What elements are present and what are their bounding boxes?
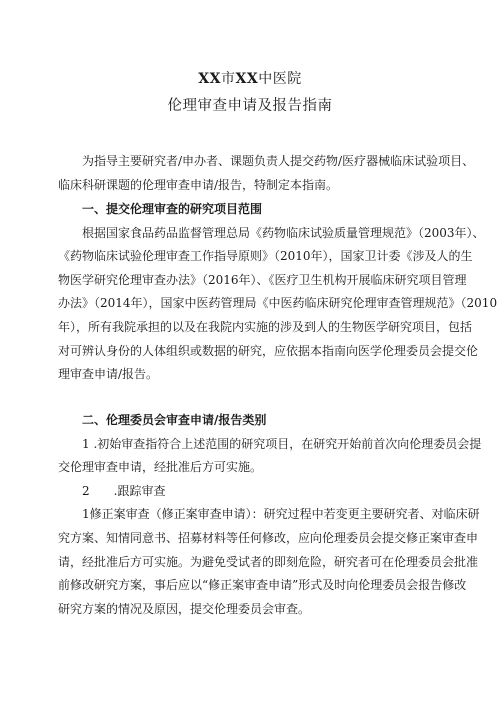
text-line: 前修改研究方案，事后应以“修正案审查申请”形式及时向伦理委员会报告修改 xyxy=(58,578,467,593)
text-line: 理审查申请/报告。 xyxy=(58,367,159,382)
section-heading: 一、提交伦理审查的研究项目范围 xyxy=(82,202,263,216)
text-line: 办法》（2014年），国家中医药管理局《中医药临床研究伦理审查管理规范》（2010 xyxy=(58,296,498,311)
text-line: 1 .初始审查指符合上述范围的研究项目，在研究开始前首次向伦理委员会提 xyxy=(82,436,482,451)
subsection-label: 2 .跟踪审查 xyxy=(82,483,166,498)
section-2 xyxy=(58,409,482,621)
intro-paragraph xyxy=(58,150,475,197)
section-1 xyxy=(58,198,498,387)
document-title: 伦理审查申请及报告指南 xyxy=(167,98,333,114)
text-line: 临床科研课题的伦理审查申请/报告，特制定本指南。 xyxy=(58,177,339,192)
hospital-name-part: XX xyxy=(198,71,221,87)
text-line: 研究方案的情况及原因，提交伦理委员会审查。 xyxy=(58,601,311,616)
hospital-name xyxy=(0,68,500,88)
hospital-name-part: 中医院 xyxy=(258,71,302,87)
text-line: 交伦理审查申请，经批准后方可实施。 xyxy=(58,460,263,475)
text-line: 根据国家食品药品监督管理总局《药物临床试验质量管理规范》（2003年）、 xyxy=(82,225,485,240)
text-line: 究方案、知情同意书、招募材料等任何修改，应向伦理委员会提交修正案审查申 xyxy=(58,530,479,545)
text-line: 1修正案审查（修正案审查申请）：研究过程中若变更主要研究者、对临床研 xyxy=(82,507,480,522)
section-heading: 二、伦理委员会审查申请/报告类别 xyxy=(82,413,267,427)
text-line: 物医学研究伦理审查办法》（2016年）、《医疗卫生机构开展临床研究项目管理 xyxy=(58,272,467,287)
text-line: 年），所有我院承担的以及在我院内实施的涉及到人的生物医学研究项目，包括 xyxy=(58,319,473,334)
text-line: 请，经批准后方可实施。为避免受试者的即刻危险，研究者可在伦理委员会批准 xyxy=(58,554,479,569)
text-line: 《药物临床试验伦理审查工作指导原则》（2010年），国家卫计委《涉及人的生 xyxy=(58,249,473,264)
text-line: 对可辨认身份的人体组织或数据的研究，应依据本指南向医学伦理委员会提交伦 xyxy=(58,343,479,358)
hospital-name-part: XX xyxy=(235,71,259,87)
hospital-name-part: 市 xyxy=(221,71,236,87)
text-line: 为指导主要研究者/申办者、课题负责人提交药物/医疗器械临床试验项目、 xyxy=(82,154,475,168)
